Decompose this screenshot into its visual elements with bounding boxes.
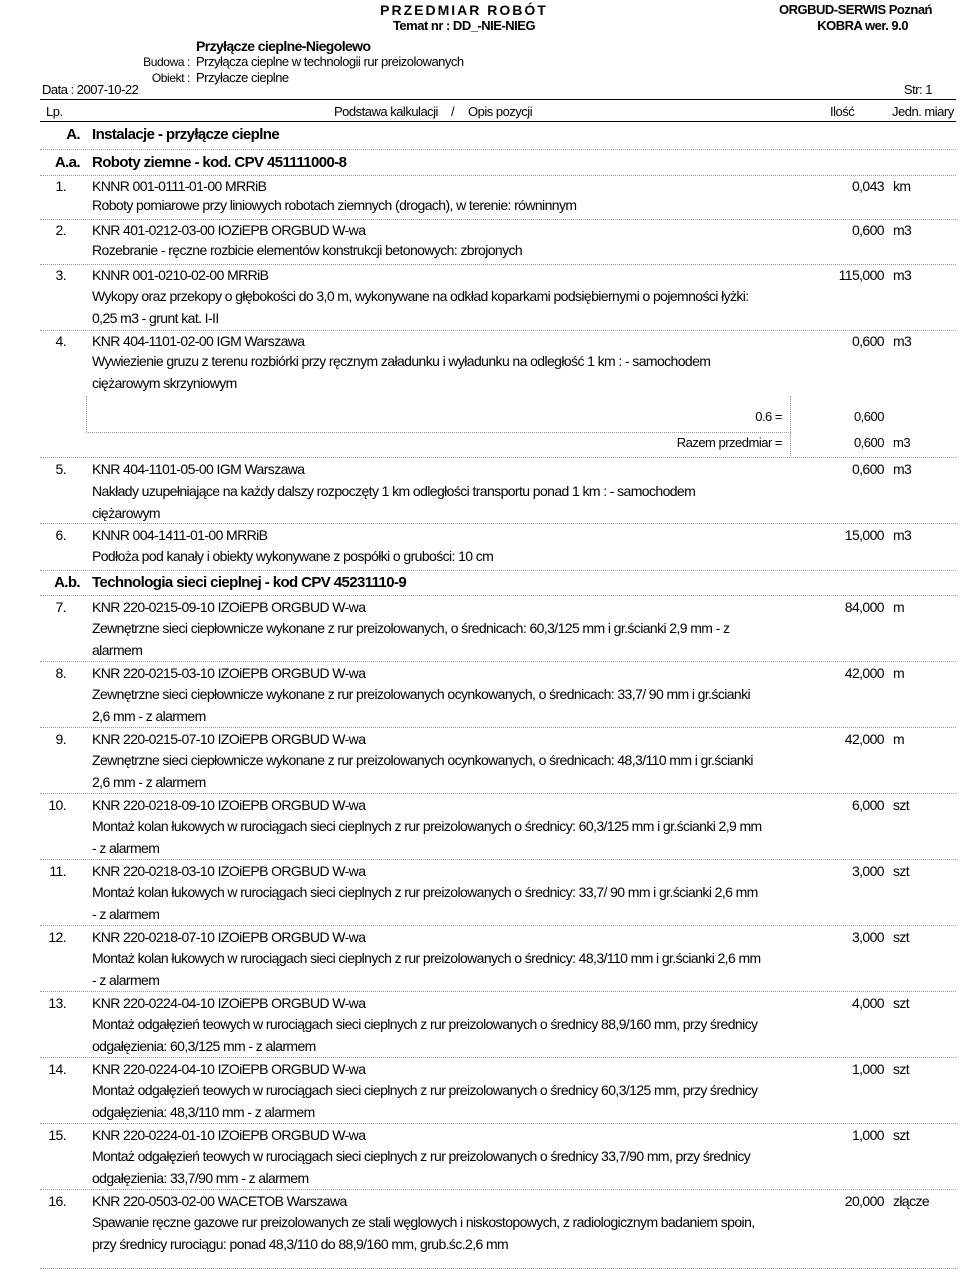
item-description: Montaż kolan łukowych w rurociągach sieci cieplnych z rur preizolowanych o średnicy: 60,3/125 mm i gr.ścianki 2,9 mm - z alarmem bbox=[92, 818, 762, 856]
item-description: Wykopy oraz przekopy o głębokości do 3,0 m, wykonywane na odkład koparkami podsiębiernymi o pojemności łyżki: 0,25 m3 - grunt kat. I-II bbox=[92, 288, 749, 326]
obiekt-value: Przyłacze cieplne bbox=[196, 70, 289, 85]
item-quantity: 0,600 bbox=[851, 222, 884, 238]
item-description: Zewnętrzne sieci ciepłownicze wykonane z rur preizolowanych, o średnicach: 60,3/125 mm i gr.ścianki 2,9 mm - z alarmem bbox=[92, 620, 730, 658]
item-code: KNNR 001-0210-02-00 MRRiB bbox=[92, 267, 269, 283]
row-rule bbox=[40, 1268, 956, 1269]
item-unit: m3 bbox=[893, 527, 912, 543]
item-unit: m bbox=[893, 599, 905, 615]
row-rule bbox=[40, 330, 956, 331]
item-description: Rozebranie - ręczne rozbicie elementów konstrukcji betonowych: zbrojonych bbox=[92, 242, 523, 258]
item-number: 16. bbox=[48, 1193, 66, 1209]
section-a-title: Instalacje - przyłącze cieplne bbox=[92, 126, 280, 143]
item-description: Spawanie ręczne gazowe rur preizolowanych ze stali węglowych i niskostopowych, z radiologicznym badaniem spoin, przy średnicy rurociągu: ponad 48,3/110 do 88,9/160 mm, grub.śc.2,6 mm bbox=[92, 1214, 755, 1252]
item-description: Montaż odgałęzień teowych w rurociągach sieci cieplnych z rur preizolowanych o średnicy 33,7/90 mm, przy średnicy odgałęzienia: 33,7/90 mm - z alarmem bbox=[92, 1148, 751, 1186]
item-number: 4. bbox=[55, 333, 66, 349]
row-rule bbox=[40, 175, 956, 176]
header-top-rule bbox=[40, 99, 956, 100]
item-quantity: 115,000 bbox=[838, 267, 884, 283]
document-title: PRZEDMIAR ROBÓT bbox=[380, 2, 548, 18]
item-code: KNR 220-0218-07-10 IZOiEPB ORGBUD W-wa bbox=[92, 929, 366, 945]
item-description: Zewnętrzne sieci ciepłownicze wykonane z rur preizolowanych ocynkowanych, o średnicach: 33,7/ 90 mm i gr.ścianki 2,6 mm - z alarmem bbox=[92, 686, 751, 724]
item-number: 6. bbox=[55, 527, 66, 543]
row-rule bbox=[40, 793, 956, 794]
total-unit: m3 bbox=[893, 435, 911, 450]
column-quantity: Ilość bbox=[830, 104, 855, 119]
column-unit: Jedn. miary bbox=[892, 104, 954, 119]
item-number: 1. bbox=[55, 178, 66, 194]
item-number: 13. bbox=[48, 995, 66, 1011]
column-separator: / bbox=[451, 104, 455, 119]
calc-formula-value: 0,600 bbox=[853, 409, 884, 424]
row-rule bbox=[40, 661, 956, 662]
item-quantity: 0,600 bbox=[851, 333, 884, 349]
budowa-label: Budowa : bbox=[143, 55, 190, 69]
item-number: 15. bbox=[48, 1127, 66, 1143]
item-code: KNR 220-0218-09-10 IZOiEPB ORGBUD W-wa bbox=[92, 797, 366, 813]
item-number: 11. bbox=[49, 863, 66, 879]
row-rule bbox=[40, 1123, 956, 1124]
item-code: KNR 401-0212-03-00 IOZiEPB ORGBUD W-wa bbox=[92, 222, 366, 238]
calc-frame-left bbox=[86, 396, 87, 432]
row-rule bbox=[40, 570, 956, 571]
calc-rule bbox=[86, 432, 791, 433]
header-bottom-rule bbox=[40, 121, 956, 122]
item-unit: szt bbox=[893, 1061, 910, 1077]
item-unit: m bbox=[893, 731, 905, 747]
calc-formula: 0.6 = bbox=[755, 409, 782, 424]
item-number: 2. bbox=[55, 222, 66, 238]
item-code: KNR 220-0503-02-00 WACETOB Warszawa bbox=[92, 1193, 347, 1209]
item-description: Podłoża pod kanały i obiekty wykonywane z pospółki o grubości: 10 cm bbox=[92, 548, 494, 564]
item-code: KNR 220-0215-03-10 IZOiEPB ORGBUD W-wa bbox=[92, 665, 366, 681]
total-label: Razem przedmiar = bbox=[676, 435, 782, 450]
item-number: 8. bbox=[55, 665, 66, 681]
item-quantity: 15,000 bbox=[844, 527, 884, 543]
item-description: Montaż odgałęzień teowych w rurociągach sieci cieplnych z rur preizolowanych o średnicy 60,3/125 mm, przy średnicy odgałęzienia: 48,3/110 mm - z alarmem bbox=[92, 1082, 758, 1120]
calc-frame-divider bbox=[790, 396, 791, 456]
company-name: ORGBUD-SERWIS Poznań bbox=[779, 2, 932, 17]
total-value: 0,600 bbox=[853, 435, 884, 450]
row-rule bbox=[40, 727, 956, 728]
column-description: Opis pozycji bbox=[468, 104, 533, 119]
item-unit: szt bbox=[893, 1127, 910, 1143]
item-unit: m3 bbox=[893, 267, 912, 283]
item-quantity: 84,000 bbox=[844, 599, 884, 615]
item-code: KNR 220-0218-03-10 IZOiEPB ORGBUD W-wa bbox=[92, 863, 366, 879]
section-ab-title: Technologia sieci cieplnej - kod CPV 45231110-9 bbox=[92, 574, 407, 591]
document-date: Data : 2007-10-22 bbox=[42, 82, 139, 97]
item-code: KNR 404-1101-02-00 IGM Warszawa bbox=[92, 333, 305, 349]
item-code: KNR 404-1101-05-00 IGM Warszawa bbox=[92, 461, 305, 477]
item-unit: m3 bbox=[893, 461, 912, 477]
item-quantity: 3,000 bbox=[851, 863, 884, 879]
item-quantity: 1,000 bbox=[851, 1061, 884, 1077]
section-aa-title: Roboty ziemne - kod. CPV 451111000-8 bbox=[92, 154, 347, 171]
item-number: 3. bbox=[55, 267, 66, 283]
section-a-number: A. bbox=[66, 126, 80, 143]
item-number: 7. bbox=[55, 599, 66, 615]
item-code: KNNR 004-1411-01-00 MRRiB bbox=[92, 527, 268, 543]
item-unit: złącze bbox=[893, 1193, 930, 1209]
section-aa-number: A.a. bbox=[54, 154, 80, 171]
item-quantity: 3,000 bbox=[851, 929, 884, 945]
item-description: Montaż odgałęzień teowych w rurociągach sieci cieplnych z rur preizolowanych o średnicy 88,9/160 mm, przy średnicy odgałęzienia: 60,3/125 mm - z alarmem bbox=[92, 1016, 758, 1054]
item-quantity: 0,600 bbox=[851, 461, 884, 477]
item-unit: szt bbox=[893, 797, 910, 813]
item-quantity: 20,000 bbox=[844, 1193, 884, 1209]
item-quantity: 42,000 bbox=[844, 731, 884, 747]
row-rule bbox=[40, 595, 956, 596]
item-unit: m3 bbox=[893, 222, 912, 238]
obiekt-label: Obiekt : bbox=[151, 71, 190, 85]
row-rule bbox=[40, 264, 956, 265]
item-number: 14. bbox=[48, 1061, 66, 1077]
item-unit: km bbox=[893, 178, 911, 194]
row-rule bbox=[40, 457, 956, 458]
item-number: 12. bbox=[48, 929, 66, 945]
item-quantity: 42,000 bbox=[844, 665, 884, 681]
item-number: 10. bbox=[48, 797, 66, 813]
page-number: Str: 1 bbox=[903, 82, 932, 97]
item-description: Montaż kolan łukowych w rurociągach sieci cieplnych z rur preizolowanych o średnicy: 48,3/110 mm i gr.ścianki 2,6 mm - z alarmem bbox=[92, 950, 761, 988]
item-quantity: 0,043 bbox=[851, 178, 884, 194]
item-description: Roboty pomiarowe przy liniowych robotach ziemnych (drogach), w terenie: równinnym bbox=[92, 197, 577, 213]
item-quantity: 1,000 bbox=[851, 1127, 884, 1143]
item-code: KNR 220-0224-01-10 IZOiEPB ORGBUD W-wa bbox=[92, 1127, 366, 1143]
subject-line: Temat nr : DD_-NIE-NIEG bbox=[392, 18, 536, 33]
row-rule bbox=[40, 1057, 956, 1058]
item-number: 5. bbox=[55, 461, 66, 477]
row-rule bbox=[40, 859, 956, 860]
column-basis: Podstawa kalkulacji bbox=[334, 104, 438, 119]
row-rule bbox=[40, 991, 956, 992]
software-version: KOBRA wer. 9.0 bbox=[817, 18, 908, 33]
row-rule bbox=[40, 149, 956, 150]
item-description: Nakłady uzupełniające na każdy dalszy rozpoczęty 1 km odległości transportu ponad 1 km : - samochodem ciężarowym bbox=[92, 483, 696, 521]
row-rule bbox=[40, 219, 956, 220]
item-code: KNR 220-0224-04-10 IZOiEPB ORGBUD W-wa bbox=[92, 1061, 366, 1077]
item-description: Zewnętrzne sieci ciepłownicze wykonane z rur preizolowanych ocynkowanych, o średnicach: 48,3/110 mm i gr.ścianki 2,6 mm - z alarmem bbox=[92, 752, 753, 790]
item-unit: m bbox=[893, 665, 905, 681]
item-code: KNR 220-0215-07-10 IZOiEPB ORGBUD W-wa bbox=[92, 731, 366, 747]
project-name: Przyłącze cieplne-Niegolewo bbox=[196, 38, 371, 54]
item-description: Wywiezienie gruzu z terenu rozbiórki przy ręcznym załadunku i wyładunku na odległość 1 km : - samochodem ciężarowym skrzyniowym bbox=[92, 353, 711, 391]
budowa-value: Przyłącza cieplne w technologii rur preizolowanych bbox=[196, 54, 464, 69]
item-quantity: 6,000 bbox=[851, 797, 884, 813]
item-code: KNR 220-0224-04-10 IZOiEPB ORGBUD W-wa bbox=[92, 995, 366, 1011]
item-unit: m3 bbox=[893, 333, 912, 349]
column-lp: Lp. bbox=[46, 104, 63, 119]
section-ab-number: A.b. bbox=[54, 574, 80, 591]
row-rule bbox=[40, 1189, 956, 1190]
row-rule bbox=[40, 925, 956, 926]
item-unit: szt bbox=[893, 929, 910, 945]
item-description: Montaż kolan łukowych w rurociągach sieci cieplnych z rur preizolowanych o średnicy: 33,7/ 90 mm i gr.ścianki 2,6 mm - z alarmem bbox=[92, 884, 758, 922]
item-code: KNNR 001-0111-01-00 MRRiB bbox=[92, 178, 267, 194]
item-unit: szt bbox=[893, 863, 910, 879]
item-unit: szt bbox=[893, 995, 910, 1011]
item-number: 9. bbox=[55, 731, 66, 747]
item-quantity: 4,000 bbox=[851, 995, 884, 1011]
item-code: KNR 220-0215-09-10 IZOiEPB ORGBUD W-wa bbox=[92, 599, 366, 615]
row-rule bbox=[40, 523, 956, 524]
